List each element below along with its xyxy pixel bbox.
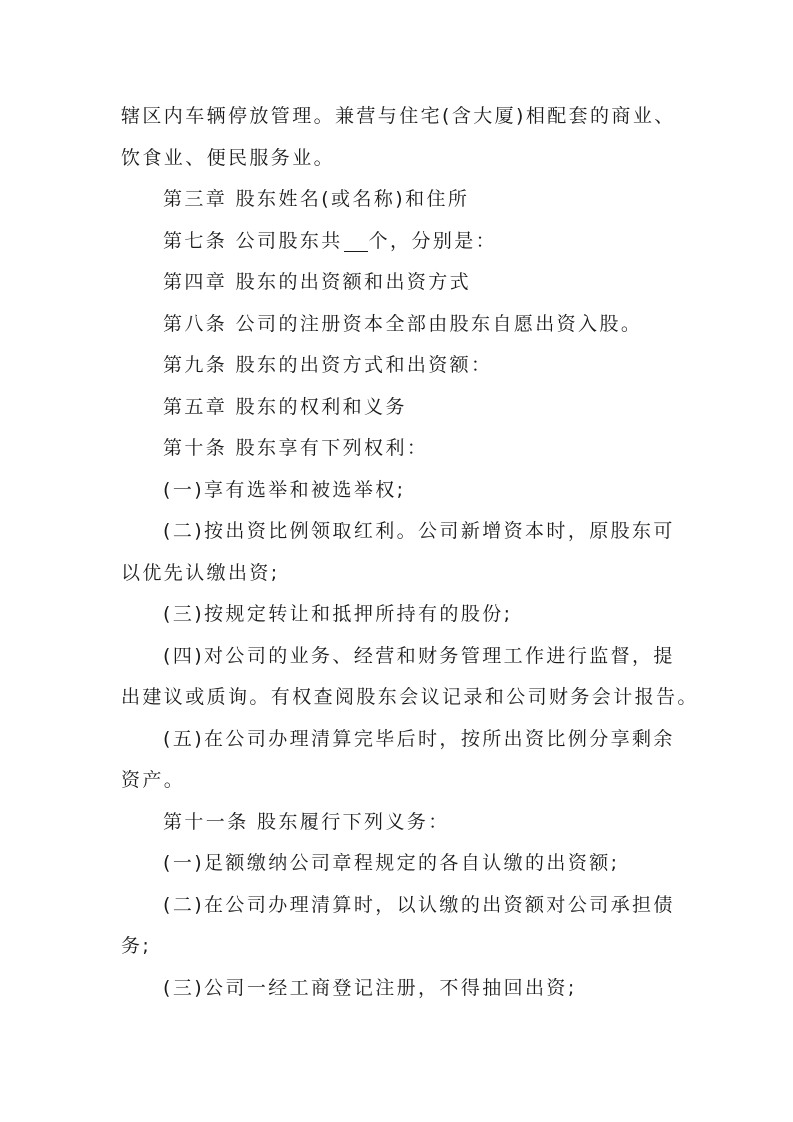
chapter-heading: 第五章 股东的权利和义务 xyxy=(163,395,407,418)
chapter-heading: 第四章 股东的出资额和出资方式 xyxy=(163,271,472,293)
article-line: 第十条 股东享有下列权利： xyxy=(163,437,429,459)
list-item: (一)享有选举和被选举权; xyxy=(163,478,406,501)
document-body xyxy=(121,96,699,1009)
fill-in-blank xyxy=(344,229,368,252)
list-item-continuation: 务; xyxy=(121,935,152,957)
list-item: (四)对公司的业务、经营和财务管理工作进行监督，提 xyxy=(163,644,675,667)
article-text: 第七条 公司股东共 xyxy=(163,229,343,252)
article-line xyxy=(121,221,681,263)
article-line: 第十一条 股东履行下列义务： xyxy=(163,810,450,833)
paragraph-line: 饮食业、便民服务业。 xyxy=(121,146,336,169)
chapter-heading: 第三章 股东姓名(或名称)和住所 xyxy=(163,188,470,210)
article-line: 第九条 股东的出资方式和出资额： xyxy=(163,354,493,376)
list-item-continuation: 以优先认缴出资; xyxy=(121,561,280,584)
paragraph-line: 辖区内车辆停放管理。兼营与住宅(含大厦)相配套的商业、 xyxy=(121,105,676,127)
list-item: (五)在公司办理清算完毕后时，按所出资比例分享剩余 xyxy=(163,727,675,750)
list-item: (三)公司一经工商登记注册，不得抽回出资; xyxy=(163,976,577,999)
list-item: (三)按规定转让和抵押所持有的股份; xyxy=(163,603,513,625)
article-line: 第八条 公司的注册资本全部由股东自愿出资入股。 xyxy=(163,312,643,335)
list-item: (二)按出资比例领取红利。公司新增资本时，原股东可 xyxy=(163,520,675,542)
list-item: (一)足额缴纳公司章程规定的各自认缴的出资额; xyxy=(163,852,620,874)
list-item: (二)在公司办理清算时，以认缴的出资额对公司承担债 xyxy=(163,893,675,916)
list-item-continuation: 出建议或质询。有权查阅股东会议记录和公司财务会计报告。 xyxy=(121,686,699,708)
list-item-continuation: 资产。 xyxy=(121,769,186,791)
article-text: 个，分别是： xyxy=(368,229,498,252)
